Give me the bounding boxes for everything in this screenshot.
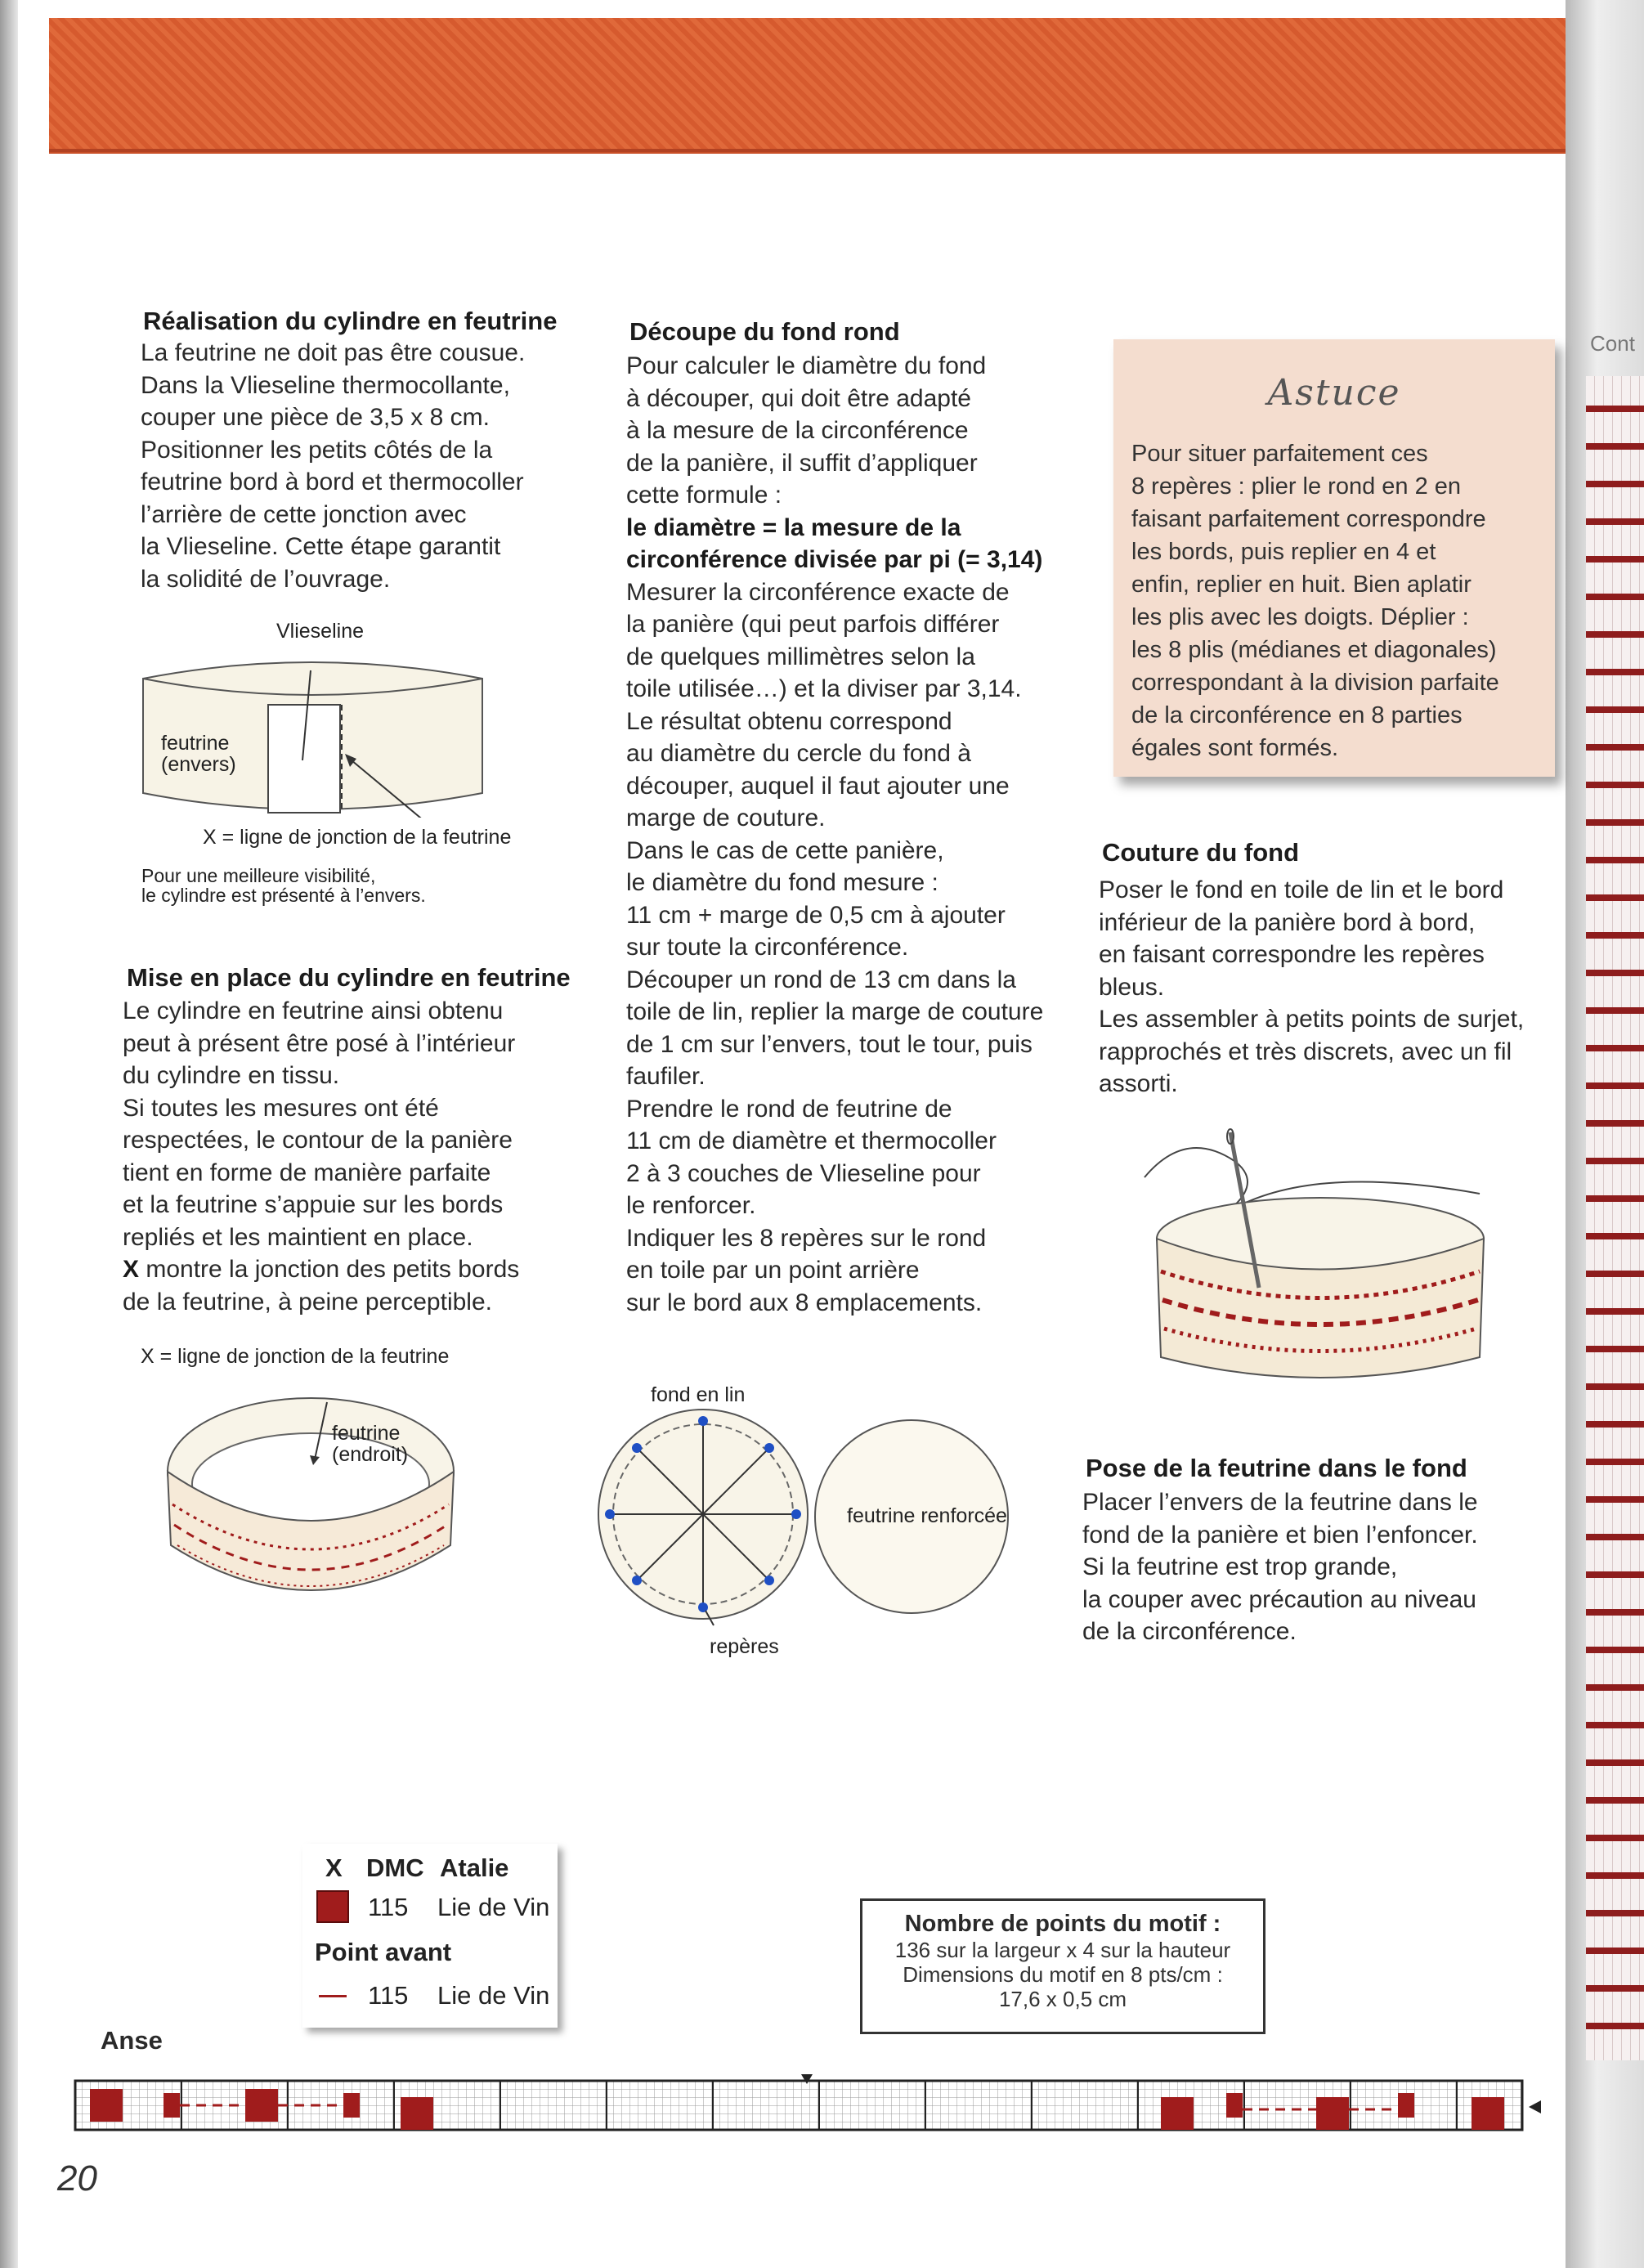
label-vlieseline: Vlieseline — [276, 620, 365, 643]
section-title-pose: Pose de la feutrine dans le fond — [1086, 1454, 1467, 1482]
anse-label: Anse — [101, 2026, 163, 2055]
section-title-decoupe: Découpe du fond rond — [629, 317, 900, 346]
label-feutrine-endroit: feutrine (endroit) — [332, 1422, 409, 1466]
astuce-body: Pour situer parfaitement ces 8 repères : plier le rond en 2 en faisant parfaitement correspondre les bords, puis replier en 4 et enfin, replier en huit. Bien aplatir les plis avec les doigts. Déplier : les 8 plis (médianes et diagonales) correspondant à la division parfaite de la circonférence en 8 parties égales sont formés. — [1131, 441, 1499, 761]
note-visibilite: Pour une meilleure visibilité, le cylindre est présenté à l’envers. — [141, 865, 426, 906]
next-page-chart-fragment — [1586, 376, 1644, 2060]
astuce-box — [1113, 339, 1555, 777]
motif-points-line3: 17,6 x 0,5 cm — [998, 1987, 1127, 2011]
next-page-text-fragment: Cont — [1590, 331, 1635, 356]
legend-point-avant: Point avant — [315, 1938, 452, 1966]
thread-legend — [302, 1844, 558, 2028]
anse-stitch-chart — [74, 2073, 1545, 2138]
back-stitch-swatch — [319, 1995, 347, 1997]
motif-points-box — [860, 1898, 1265, 2034]
legend-row1-number: 115 — [368, 1893, 409, 1921]
sewing-basket-illustration — [1136, 1128, 1496, 1390]
section-title-couture: Couture du fond — [1102, 838, 1300, 867]
cross-stitch-swatch — [316, 1890, 349, 1923]
legend-row1-name: Lie de Vin — [437, 1893, 550, 1921]
label-feutrine-envers: feutrine (envers) — [161, 732, 236, 776]
label-fond-en-lin: fond en lin — [651, 1383, 746, 1406]
section-body-decoupe-intro: Pour calculer le diamètre du fond à découper, qui doit être adapté à la mesure de la circonférence de la panière, il suffit d’appliquer cette formule : le diamètre = la mesure de la circonférence divisée par pi (= 3,14) Mesurer la circonférence exacte de la panière (qui peut parfois différer de quelques millimètres selon la toile utilisée…) et la diviser par 3,14. Le résultat obtenu correspond au diamètre du cercle du fond à découper, auquel il faut ajouter une marge de couture. Dans le cas de cette panière, le diamètre du fond mesure : 11 cm + marge de 0,5 cm à ajouter sur toute la circonférence. Découper un rond de 13 cm dans la toile de lin, replier la marge de couture de 1 cm sur l’envers, tout le tour, puis faufiler. Prendre le rond de feutrine de 11 cm de diamètre et thermocoller 2 à 3 couches de Vlieseline pour le renforcer. Indiquer les 8 repères sur le rond en toile par un point arrière sur le bord aux 8 emplacements. — [626, 352, 1044, 1316]
legend-row2-name: Lie de Vin — [437, 1981, 550, 2010]
page-number: 20 — [57, 2158, 97, 2199]
fabric-ring-illustration — [159, 1382, 462, 1627]
section-body-mise-en-place: Le cylindre en feutrine ainsi obtenu peut à présent être posé à l’intérieur du cylindre en tissu. Si toutes les mesures ont été respectées, le contour de la panière tient en forme de manière parfaite et la feutrine s’appuie sur les bords repliés et les maintient en place. X montre la jonction des petits bords de la feutrine, à peine perceptible. — [123, 997, 520, 1316]
motif-points-line2: Dimensions du motif en 8 pts/cm : — [903, 1962, 1223, 1987]
section-title-mise-en-place: Mise en place du cylindre en feutrine — [127, 963, 571, 992]
section-body-pose: Placer l’envers de la feutrine dans le fond de la panière et bien l’enfoncer. Si la feutrine est trop grande, la couper avec précaution au niveau de la circonférence. — [1082, 1489, 1478, 1645]
motif-points-title: Nombre de points du motif : — [904, 1911, 1221, 1937]
legend-header-x: X — [325, 1853, 343, 1882]
section-title-cylindre: Réalisation du cylindre en feutrine — [143, 307, 558, 335]
label-feutrine-renforcee: feutrine renforcée — [847, 1504, 1007, 1527]
legend-header-dmc: DMC — [366, 1853, 424, 1882]
label-jonction-2: X = ligne de jonction de la feutrine — [141, 1345, 450, 1368]
legend-header-atalie: Atalie — [440, 1853, 509, 1882]
section-body-couture: Poser le fond en toile de lin et le bord inférieur de la panière bord à bord, en faisant correspondre les repères bleus. Les assembler à petits points de surjet, rapprochés et très discrets, avec un fil assorti. — [1099, 876, 1525, 1097]
motif-points-line1: 136 sur la largeur x 4 sur la hauteur — [894, 1938, 1231, 1962]
label-jonction-1: X = ligne de jonction de la feutrine — [203, 826, 512, 849]
legend-row2-number: 115 — [368, 1981, 409, 2010]
label-reperes: repères — [710, 1635, 779, 1658]
header-band — [49, 18, 1586, 154]
section-body-cylindre: La feutrine ne doit pas être cousue. Dans la Vlieseline thermocollante, couper une pièce de 3,5 x 8 cm. Positionner les petits côtés de la feutrine bord à bord et thermocoller l’arrière de cette jonction avec la Vlieseline. Cette étape garantit la solidité de l’ouvrage. — [141, 339, 526, 593]
astuce-title: Astuce — [1267, 372, 1401, 414]
page-spine — [0, 0, 18, 2268]
